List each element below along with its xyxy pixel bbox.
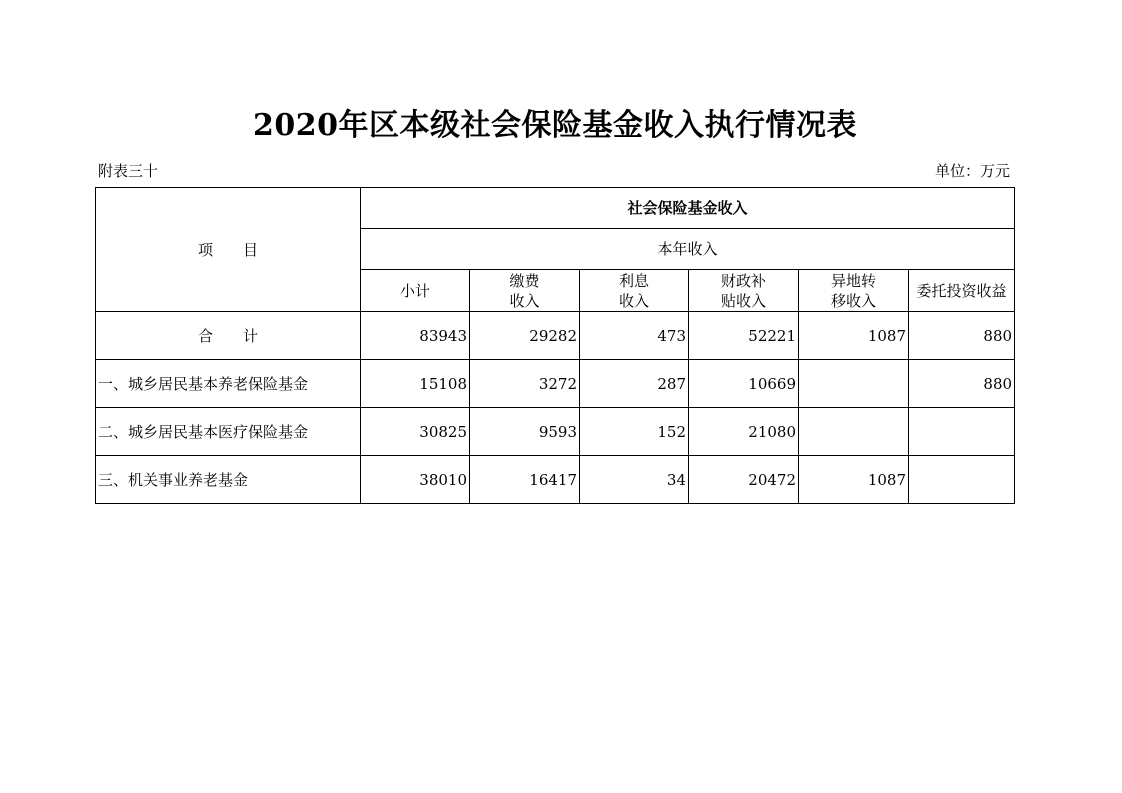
header-row-1 xyxy=(96,188,1015,229)
row-label: 合 计 xyxy=(96,312,361,360)
table-cell: 880 xyxy=(909,360,1015,408)
column-header: 小计 xyxy=(361,270,470,312)
table-cell xyxy=(909,456,1015,504)
table-cell xyxy=(799,408,909,456)
column-header: 委托投资收益 xyxy=(909,270,1015,312)
table-cell: 3272 xyxy=(470,360,580,408)
column-header: 缴费 收入 xyxy=(470,270,580,312)
table-cell: 152 xyxy=(580,408,689,456)
table-cell: 29282 xyxy=(470,312,580,360)
table-cell: 34 xyxy=(580,456,689,504)
table-cell: 287 xyxy=(580,360,689,408)
unit-label: 单位：万元 xyxy=(934,162,1010,180)
appendix-label: 附表三十 xyxy=(98,162,159,180)
table-row xyxy=(96,360,1015,408)
table-cell: 30825 xyxy=(361,408,470,456)
table-cell: 52221 xyxy=(689,312,799,360)
table-cell: 16417 xyxy=(470,456,580,504)
table-row xyxy=(96,312,1015,360)
table-row xyxy=(96,408,1015,456)
table-cell: 38010 xyxy=(361,456,470,504)
table-cell: 20472 xyxy=(689,456,799,504)
column-header: 财政补 贴收入 xyxy=(689,270,799,312)
item-header: 项 目 xyxy=(96,188,361,312)
table-cell: 83943 xyxy=(361,312,470,360)
row-label: 一、城乡居民基本养老保险基金 xyxy=(96,360,361,408)
table-cell: 1087 xyxy=(799,456,909,504)
column-header: 异地转 移收入 xyxy=(799,270,909,312)
group-header: 社会保险基金收入 xyxy=(361,188,1015,229)
income-table xyxy=(95,187,1015,504)
table-cell: 15108 xyxy=(361,360,470,408)
table-cell xyxy=(799,360,909,408)
column-header: 利息 收入 xyxy=(580,270,689,312)
page-title: 2020年区本级社会保险基金收入执行情况表 xyxy=(253,108,857,143)
table-cell: 473 xyxy=(580,312,689,360)
table-cell: 10669 xyxy=(689,360,799,408)
table-cell xyxy=(909,408,1015,456)
subgroup-header: 本年收入 xyxy=(361,229,1015,270)
row-label: 三、机关事业养老基金 xyxy=(96,456,361,504)
table-cell: 9593 xyxy=(470,408,580,456)
table-cell: 21080 xyxy=(689,408,799,456)
row-label: 二、城乡居民基本医疗保险基金 xyxy=(96,408,361,456)
table-cell: 880 xyxy=(909,312,1015,360)
table-cell: 1087 xyxy=(799,312,909,360)
table-row xyxy=(96,456,1015,504)
